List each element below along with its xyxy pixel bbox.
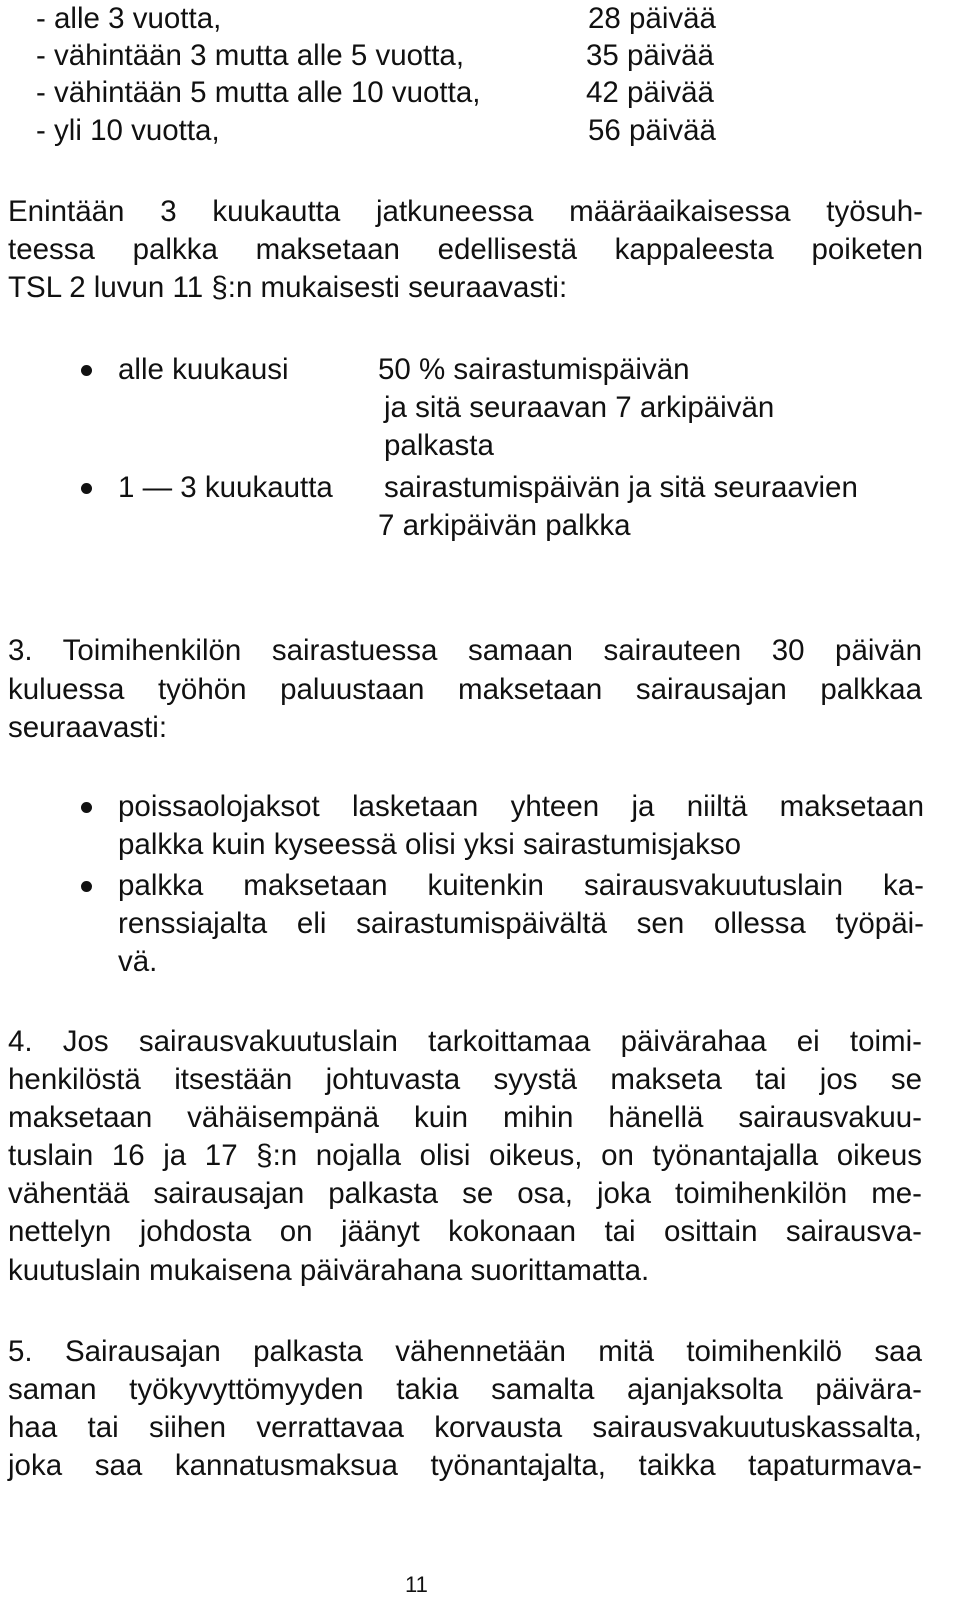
- fixed-term-pay: 50 % sairastumispäivän: [378, 353, 690, 386]
- section-4-line: vähentää sairausajan palkasta se osa, joka toimihenkilön me-: [8, 1177, 922, 1210]
- fixed-term-term: alle kuukausi: [118, 353, 289, 386]
- entitlement-days: 42 päivää: [586, 76, 714, 109]
- entitlement-days: 28 päivää: [588, 2, 716, 35]
- fixed-term-pay: 7 arkipäivän palkka: [378, 509, 631, 542]
- entitlement-period: - alle 3 vuotta,: [36, 2, 222, 35]
- section-5-line: saman työkyvyttömyyden takia samalta ajanjaksolta päivära-: [8, 1373, 922, 1406]
- section-3-line: seuraavasti:: [8, 711, 168, 744]
- bullet-icon: [81, 802, 92, 813]
- fixed-term-pay: ja sitä seuraavan 7 arkipäivän: [384, 391, 775, 424]
- section-3-bullet-line: palkka kuin kyseessä olisi yksi sairastumisjakso: [118, 828, 742, 861]
- section-5-line: haa tai siihen verrattavaa korvausta sairausvakuutuskassalta,: [8, 1411, 922, 1444]
- section-3-bullet-line: palkka maksetaan kuitenkin sairausvakuutuslain ka-: [118, 869, 924, 902]
- entitlement-days: 35 päivää: [586, 39, 714, 72]
- section-3-bullet-line: poissaolojaksot lasketaan yhteen ja niiltä maksetaan: [118, 790, 924, 823]
- fixed-term-pay: palkasta: [384, 429, 494, 462]
- section-4-line: kuutuslain mukaisena päivärahana suorittamatta.: [8, 1254, 650, 1287]
- fixed-term-term: 1 — 3 kuukautta: [118, 471, 333, 504]
- section-3-bullet-line: vä.: [118, 945, 158, 978]
- bullet-icon: [81, 483, 92, 494]
- section-4-line: tuslain 16 ja 17 §:n nojalla olisi oikeus, on työnantajalla oikeus: [8, 1139, 922, 1172]
- section-4-line: maksetaan vähäisempänä kuin mihin hänellä sairausvakuu-: [8, 1101, 922, 1134]
- entitlement-period: - vähintään 3 mutta alle 5 vuotta,: [36, 39, 465, 72]
- fixed-term-pay: sairastumispäivän ja sitä seuraavien: [384, 471, 858, 504]
- paragraph-line: teessa palkka maksetaan edellisestä kappaleesta poiketen: [8, 233, 923, 266]
- entitlement-period: - yli 10 vuotta,: [36, 114, 220, 147]
- section-5-line: joka saa kannatusmaksua työnantajalta, taikka tapaturmava-: [8, 1449, 922, 1482]
- bullet-icon: [81, 881, 92, 892]
- entitlement-period: - vähintään 5 mutta alle 10 vuotta,: [36, 76, 481, 109]
- bullet-icon: [81, 365, 92, 376]
- section-3-bullet-line: renssiajalta eli sairastumispäivältä sen ollessa työpäi-: [118, 907, 924, 940]
- section-4-line: henkilöstä itsestään johtuvasta syystä makseta tai jos se: [8, 1063, 922, 1096]
- section-3-line: kuluessa työhön paluustaan maksetaan sairausajan palkkaa: [8, 673, 922, 706]
- section-3-line: 3. Toimihenkilön sairastuessa samaan sairauteen 30 päivän: [8, 634, 922, 667]
- section-4-line: 4. Jos sairausvakuutuslain tarkoittamaa päivärahaa ei toimi-: [8, 1025, 922, 1058]
- paragraph-line: Enintään 3 kuukautta jatkuneessa määräaikaisessa työsuh-: [8, 195, 923, 228]
- section-4-line: nettelyn johdosta on jäänyt kokonaan tai osittain sairausva-: [8, 1215, 922, 1248]
- page-number: 11: [405, 1572, 428, 1597]
- section-5-line: 5. Sairausajan palkasta vähennetään mitä toimihenkilö saa: [8, 1335, 922, 1368]
- entitlement-days: 56 päivää: [588, 114, 716, 147]
- paragraph-line: TSL 2 luvun 11 §:n mukaisesti seuraavasti:: [8, 271, 568, 304]
